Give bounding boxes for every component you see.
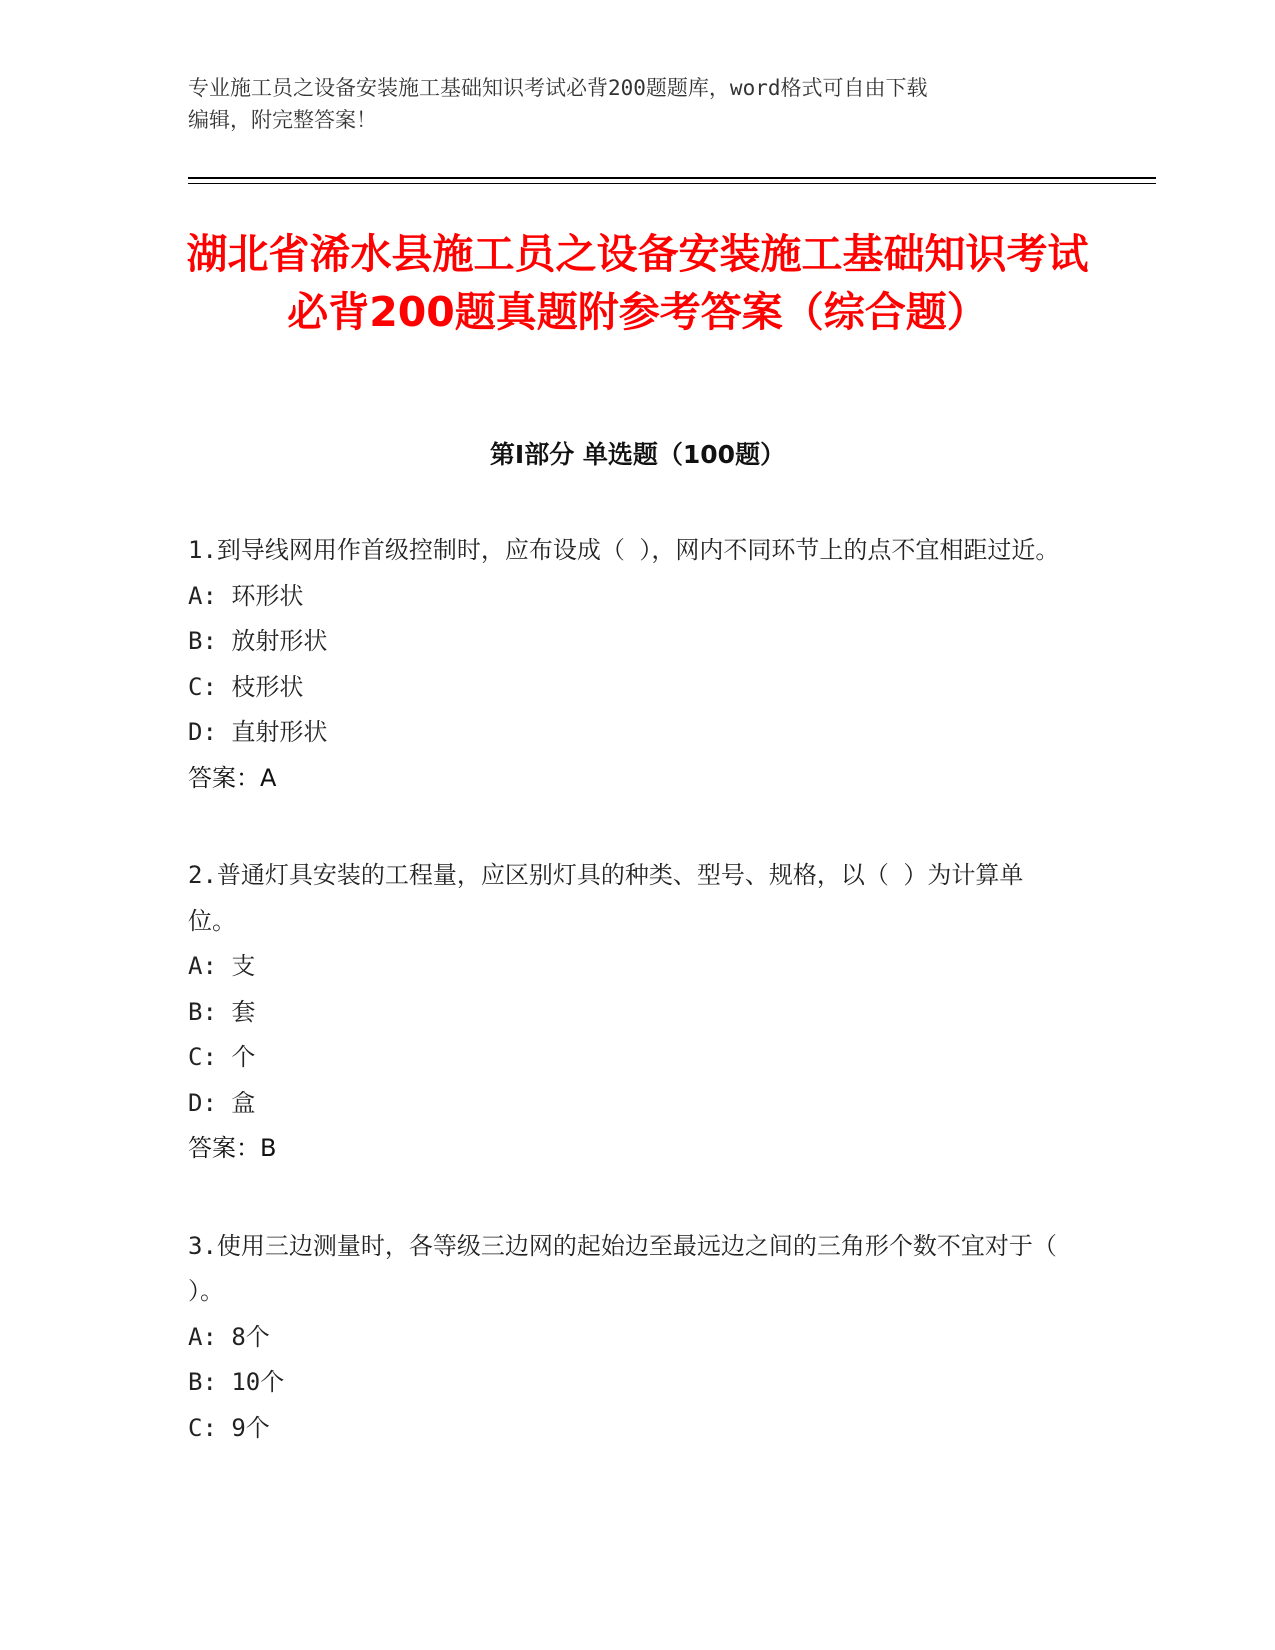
answer: 答案：A — [188, 763, 277, 792]
question-text: 1.到导线网用作首级控制时，应布设成（ ），网内不同环节上的点不宜相距过近。 — [188, 536, 1060, 564]
option-a: A: 支 — [188, 952, 256, 980]
answer: 答案：B — [188, 1134, 277, 1162]
option-b: B: 10个 — [188, 1368, 285, 1396]
question-text: 3.使用三边测量时，各等级三边网的起始边至最远边之间的三角形个数不宜对于（ ）。 — [188, 1231, 1057, 1305]
option-b: B: 放射形状 — [188, 627, 328, 655]
section-heading: 第Ⅰ部分 单选题（100题） — [489, 440, 786, 469]
option-d: D: 盒 — [188, 1088, 256, 1117]
header-note: 专业施工员之设备安装施工基础知识考试必背200题题库，word格式可自由下载 编辑，附完整答案！ — [188, 76, 928, 132]
question-1 — [188, 528, 1068, 801]
question-2 — [188, 853, 1068, 1172]
document-title: 湖北省浠水县施工员之设备安装施工基础知识考试必背200题真题附参考答案（综合题） — [186, 230, 1089, 336]
header-rule-thin — [188, 183, 1156, 184]
option-b: B: 套 — [188, 997, 256, 1026]
option-d: D: 直射形状 — [188, 718, 328, 746]
question-list — [188, 528, 1068, 1503]
header-rule-thick — [188, 177, 1156, 179]
option-c: C: 个 — [188, 1043, 256, 1071]
option-c: C: 9个 — [188, 1413, 270, 1442]
option-c: C: 枝形状 — [188, 672, 304, 701]
option-a: A: 8个 — [188, 1322, 270, 1351]
question-text: 2.普通灯具安装的工程量，应区别灯具的种类、型号、规格，以（ ）为计算单位。 — [188, 861, 1024, 935]
option-a: A: 环形状 — [188, 581, 304, 610]
question-3 — [188, 1224, 1068, 1452]
